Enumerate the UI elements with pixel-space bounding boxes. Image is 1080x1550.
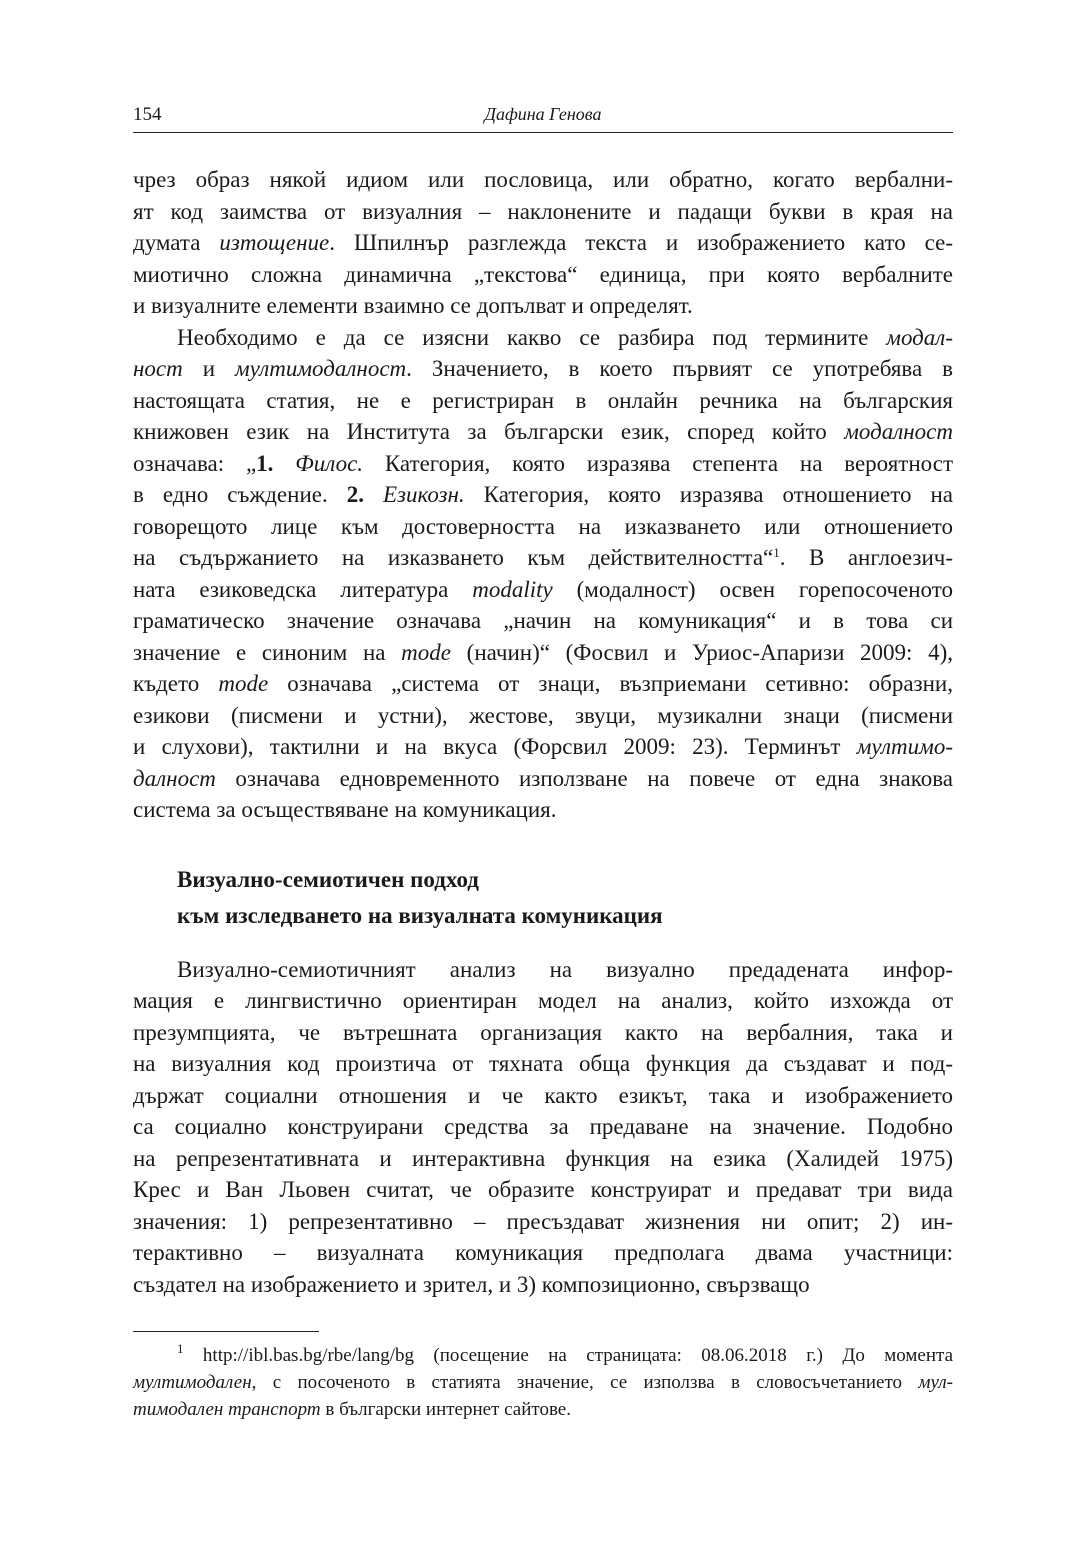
text-line: далност означава едновременното използване на повече от една знакова: [133, 765, 953, 791]
paragraph-3: [133, 954, 953, 1301]
page-header: [133, 100, 953, 133]
footnote: [133, 1342, 953, 1423]
text-line: ят код заимства от визуалния – наклонените и падащи букви в края на: [133, 198, 953, 224]
text-line: чрез образ някой идиом или пословица, или обратно, когато вербални-: [133, 167, 953, 192]
text-line: книжовен език на Института за български език, според който модалност: [133, 419, 953, 444]
text-line: на репрезентативната и интерактивна функция на езика (Халидей 1975): [133, 1145, 953, 1171]
text-line: Крес и Ван Льовен считат, че образите конструират и предават три вида: [133, 1177, 953, 1202]
text-line: говорещото лице към достоверността на изказването или отношението: [133, 513, 953, 539]
text-line: Необходимо е да се изясни какво се разбира под термините модал-: [177, 324, 953, 350]
text-line: настоящата статия, не е регистриран в онлайн речника на българския: [133, 387, 953, 413]
text-line: и слухови), тактилни и на вкуса (Форсвил 2009: 23). Терминът мултимо-: [133, 734, 953, 759]
paragraph-2: [133, 322, 953, 826]
text-line: създател на изображението и зрител, и 3) композиционно, свързващо: [133, 1271, 810, 1297]
text-line: миотично сложна динамична „текстова“ единица, при която вербалните: [133, 261, 953, 287]
text-line: ност и мултимодалност. Значението, в което първият се употребява в: [133, 356, 954, 381]
footnote-rule: [133, 1331, 319, 1332]
text-line: граматическо значение означава „начин на комуникация“ и в това си: [133, 608, 953, 633]
section-heading: [133, 862, 953, 934]
text-line: означава: „1. Филос. Категория, която изразява степента на вероятност: [133, 450, 954, 476]
text-line: са социално конструирани средства за предаване на значение. Подобно: [133, 1114, 953, 1139]
paragraph-1: [133, 164, 953, 322]
text-line: езикови (писмени и устни), жестове, звуци, музикални знаци (писмени: [133, 702, 953, 728]
section-heading-line-1: Визуално-семиотичен подход: [177, 866, 479, 892]
footnote-marker: 1: [177, 1341, 184, 1356]
text-line: терактивно – визуалната комуникация предполага двама участници:: [133, 1240, 953, 1265]
text-line: държат социални отношения и че както езикът, така и изображението: [133, 1082, 953, 1108]
main-text: [133, 164, 953, 1300]
text-line: мация е лингвистично ориентиран модел на анализ, който изхожда от: [133, 988, 953, 1013]
text-line: в едно съждение. 2. Езикозн. Категория, която изразява отношението на: [133, 482, 953, 507]
text-line: на съдържанието на изказването към действителността“$^1$. В англоезич-: [133, 545, 953, 570]
text-line: система за осъществяване на комуникация.: [133, 797, 557, 822]
text-line: ната езиковедска литература modality (модалност) освен горепосоченото: [133, 576, 954, 602]
page-number: 154: [133, 104, 162, 125]
text-line: $^1$ http://ibl.bas.bg/rbe/lang/bg (посещение на страницата: 08.06.2018 г.) До момента: [177, 1341, 953, 1366]
text-line: значения: 1) репрезентативно – пресъздават жизнения ни опит; 2) ин-: [133, 1208, 953, 1234]
text-line: и визуалните елементи взаимно се допълват и определят.: [133, 293, 693, 318]
text-line: тимодален транспорт в български интернет сайтове.: [133, 1399, 571, 1420]
text-line: където mode означава „система от знаци, възприемани сетивно: образни,: [133, 671, 953, 696]
footnote-marker: 1: [773, 545, 780, 560]
text-line: значение е синоним на mode (начин)“ (Фосвил и Уриос-Апаризи 2009: 4),: [133, 639, 953, 665]
text-line: мултимодален, с посоченото в статията значение, се използва в словосъчетанието мул-: [133, 1372, 953, 1393]
running-head: Дафина Генова: [484, 104, 602, 124]
text-line: презумпцията, че вътрешната организация както на вербалния, така и: [133, 1019, 953, 1045]
section-heading-line-2: към изследването на визуалната комуникация: [177, 902, 663, 928]
text-line: на визуалния код произтича от тяхната обща функция да създават и под-: [133, 1051, 953, 1076]
text-line: Визуално-семиотичният анализ на визуално предадената инфор-: [177, 956, 953, 982]
text-line: думата изтощение. Шпилнър разглежда текста и изображението като се-: [133, 230, 953, 255]
